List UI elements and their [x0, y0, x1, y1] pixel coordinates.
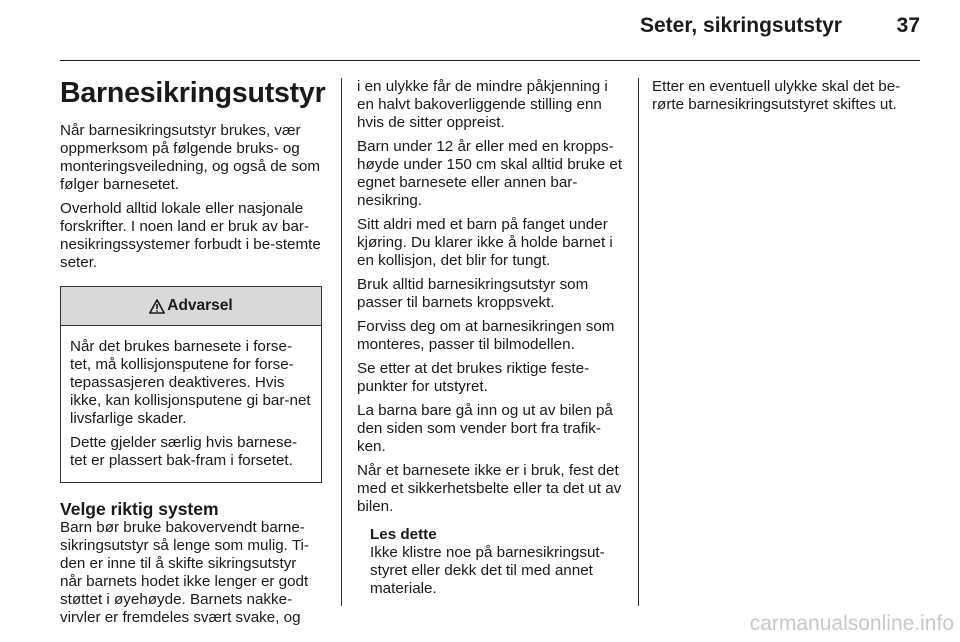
note-heading: Les dette — [370, 526, 437, 543]
watermark: carmanualsonline.info — [749, 612, 954, 635]
warning-label: Advarsel — [167, 297, 233, 314]
paragraph: Forviss deg om at barnesikringen som monteres, passer til bilmodellen. — [357, 318, 615, 353]
paragraph: Barn under 12 år eller med en kropps-høyde under 150 cm skal alltid bruke et egnet barnesete eller annen bar-nesikring. — [357, 138, 623, 209]
warning-body — [61, 326, 321, 482]
paragraph: i en ulykke får de mindre påkjenning i en halvt bakoverliggende stilling enn hvis de sitter oppreist. — [357, 78, 608, 131]
subsection-title: Velge riktig system — [60, 499, 219, 519]
warning-triangle-icon — [149, 299, 165, 314]
column-2 — [357, 78, 625, 604]
column-divider — [638, 78, 639, 606]
paragraph: Overhold alltid lokale eller nasjonale forskrifter. I noen land er bruk av bar-nesikringssystemer forbudt i be-stemte seter. — [60, 200, 321, 271]
warning-header — [61, 287, 321, 326]
column-divider — [341, 78, 342, 606]
warning-box — [60, 286, 322, 483]
note-block — [357, 526, 625, 598]
column-1 — [60, 76, 326, 633]
column-3 — [652, 78, 924, 120]
paragraph: Når et barnesete ikke er i bruk, fest det med et sikkerhetsbelte eller ta det ut av bilen. — [357, 462, 622, 515]
header-rule — [60, 60, 920, 61]
section-title: Barnesikringsutstyr — [60, 77, 326, 109]
paragraph: Bruk alltid barnesikringsutstyr som passer til barnets kroppsvekt. — [357, 276, 589, 311]
paragraph: Etter en eventuell ulykke skal det be-rørte barnesikringsutstyret skiftes ut. — [652, 78, 901, 113]
paragraph: Sitt aldri med et barn på fanget under kjøring. Du klarer ikke å holde barnet i en kollisjon, det blir for tungt. — [357, 216, 613, 269]
paragraph: Når barnesikringsutstyr brukes, vær oppmerksom på følgende bruks- og monteringsveiledning, og også de som følger barnesetet. — [60, 122, 321, 193]
warning-paragraph: Når det brukes barnesete i forse-tet, må kollisjonsputene for forse-tepassasjeren deaktiveres. Hvis ikke, kan kollisjonsputene gi bar-net livsfarlige skader. — [70, 338, 311, 427]
warning-paragraph: Dette gjelder særlig hvis barnese-tet er plassert bak-fram i forsetet. — [70, 434, 298, 469]
header-title: Seter, sikringsutstyr — [640, 14, 842, 37]
page-number: 37 — [896, 14, 920, 37]
paragraph: La barna bare gå inn og ut av bilen på den siden som vender bort fra trafik-ken. — [357, 402, 613, 455]
paragraph: Se etter at det brukes riktige feste-punkter for utstyret. — [357, 360, 590, 395]
paragraph: Barn bør bruke bakovervendt barne-sikringsutstyr så lenge som mulig. Ti-den er inne til å skifte sikringsutstyr når barnets hodet ikke lenger er godt støttet i øyehøyde. Barnets nakke-virvler er fremdeles svært svake, og — [60, 519, 309, 626]
note-text: Ikke klistre noe på barnesikringsut-styret eller dekk det til med annet materiale. — [370, 544, 605, 597]
